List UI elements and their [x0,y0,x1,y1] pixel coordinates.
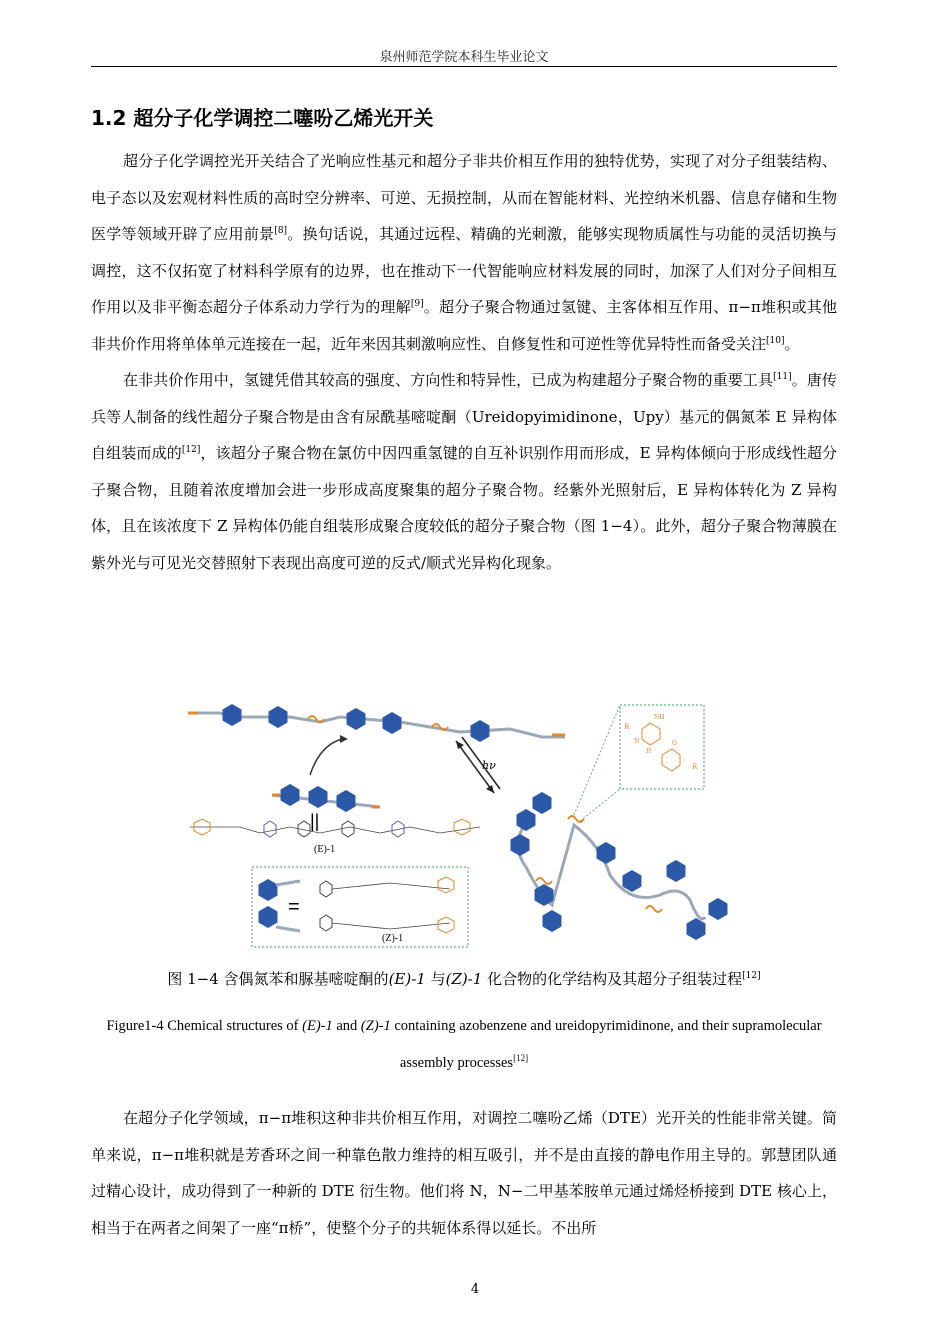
label-n: N [634,738,640,745]
paragraph-1-text-c: 。超分子聚合物通过氢键、主客体相互作用、π−π堆积或其他非共价作用将单体单元连接在一起，近年来因其刺激响应性、自修复性和可逆性等优异特性而备受关注 [91,298,837,353]
monomer-unit [272,784,380,812]
body-text-bottom [91,1100,837,1246]
label-r1: R [624,723,630,731]
figure-caption-cn [91,968,837,989]
citation-12: [12] [181,445,201,455]
paragraph-2-text-b: 。唐传兵等人制备的线性超分子聚合物是由含有尿酰基嘧啶酮（Ureidopyimidinone，Upy）基元的偶氮苯 E 异构体自组装而成的 [91,371,837,462]
caption-en-and: and [332,1018,361,1034]
label-hv: hν [482,759,496,772]
caption-en-e1: (E)-1 [302,1018,333,1034]
label-o: O [672,740,677,747]
citation-9: [9] [410,299,424,309]
citation-11: [11] [773,372,792,382]
paragraph-2-text-c: ，该超分子聚合物在氯仿中因四重氢键的自互补识别作用而形成，E 异构体倾向于形成线性超分子聚合物，且随着浓度增加会进一步形成高度聚集的超分子聚合物。经紫外光照射后，E 异构体转化为 Z 异构体，且在该浓度下 Z 异构体仍能自组装形成聚合度较低的超分子聚合物（图 1−4）。此外，超分子聚合物薄膜在紫外光与可见光交替照射下表现出高度可逆的反式/顺式光异构化现象。 [91,444,837,572]
coiled-polymer [511,792,728,940]
paragraph-1-text-a: 超分子化学调控光开关结合了光响应性基元和超分子非共价相互作用的独特优势，实现了对分子组装结构、电子态以及宏观材料性质的高时空分辨率、可逆、无损控制，从而在智能材料、光控纳米机器、信息存储和生物医学等领域开辟了应用前景 [91,152,837,243]
caption-en-suffix: containing azobenzene and ureidopyrimidinone, and their supramolecular assembly processes [390,1018,822,1071]
equals-sign-z: = [288,896,300,918]
page-number: 4 [470,1282,480,1297]
citation-10: [10] [766,335,785,346]
body-text-top [91,143,837,581]
label-r2: R [692,763,698,771]
assembly-arrow [310,739,342,775]
equals-sign: || [310,811,320,831]
caption-en-z1: (Z)-1 [360,1018,391,1034]
z1-inset [252,867,468,947]
caption-cn-mid: 与 [425,970,446,988]
label-e1: (E)-1 [314,844,336,855]
caption-cn-prefix: 图 1−4 含偶氮苯和脲基嘧啶酮的 [167,970,389,988]
paragraph-1-text-b: 。换句话说，其通过远程、精确的光刺激，能够实现物质属性与功能的灵活切换与调控，这不仅拓宽了材料科学原有的边界，也在推动下一代智能响应材料发展的同时，加深了人们对分子间相互作用以及非平衡态超分子体系动力学行为的理解 [91,225,837,316]
paragraph-1-text-d: 。 [784,334,800,353]
citation-8: [8] [274,226,288,236]
caption-cn-citation: [12] [742,971,761,981]
equilibrium-arrows [456,737,500,793]
caption-cn-z1: (Z)-1 [445,970,483,988]
label-h: H [646,748,652,755]
caption-en-prefix: Figure1-4 Chemical structures of [106,1018,303,1034]
paragraph-3: 在超分子化学领域，π−π堆积这种非共价相互作用，对调控二噻吩乙烯（DTE）光开关的性能非常关键。简单来说，π−π堆积就是芳香环之间一种靠色散力维持的相互吸引，并不是由直接的静电作用主导的。郭慧团队通过精心设计，成功得到了一种新的 DTE 衍生物。他们将 N，N−二甲基苯胺单元通过烯烃桥接到 DTE 核心上，相当于在两者之间架了一座“π桥”，使整个分子的共轭体系得以延长。不出所 [91,1109,837,1237]
figure-caption-en [91,1008,837,1082]
running-header: 泉州师范学院本科生毕业论文 [379,50,549,65]
label-z1: (Z)-1 [382,933,404,944]
label-nh: NH [654,714,665,721]
paragraph-2 [91,362,837,581]
caption-cn-suffix: 化合物的化学结构及其超分子组装过程 [482,970,743,988]
paragraph-2-text-a: 在非共价作用中，氢键凭借其较高的强度、方向性和特异性，已成为构建超分子聚合物的重要工具 [123,371,774,389]
e1-structure [190,819,480,855]
header-rule [91,66,837,67]
caption-cn-e1: (E)-1 [388,970,426,988]
figure-1-4 [180,695,730,957]
paragraph-1 [91,143,837,362]
hbond-inset [574,705,704,821]
caption-en-citation: [12] [513,1053,529,1063]
section-title: 1.2 超分子化学调控二噻吩乙烯光开关 [91,106,434,130]
linear-polymer-chain [188,704,565,742]
